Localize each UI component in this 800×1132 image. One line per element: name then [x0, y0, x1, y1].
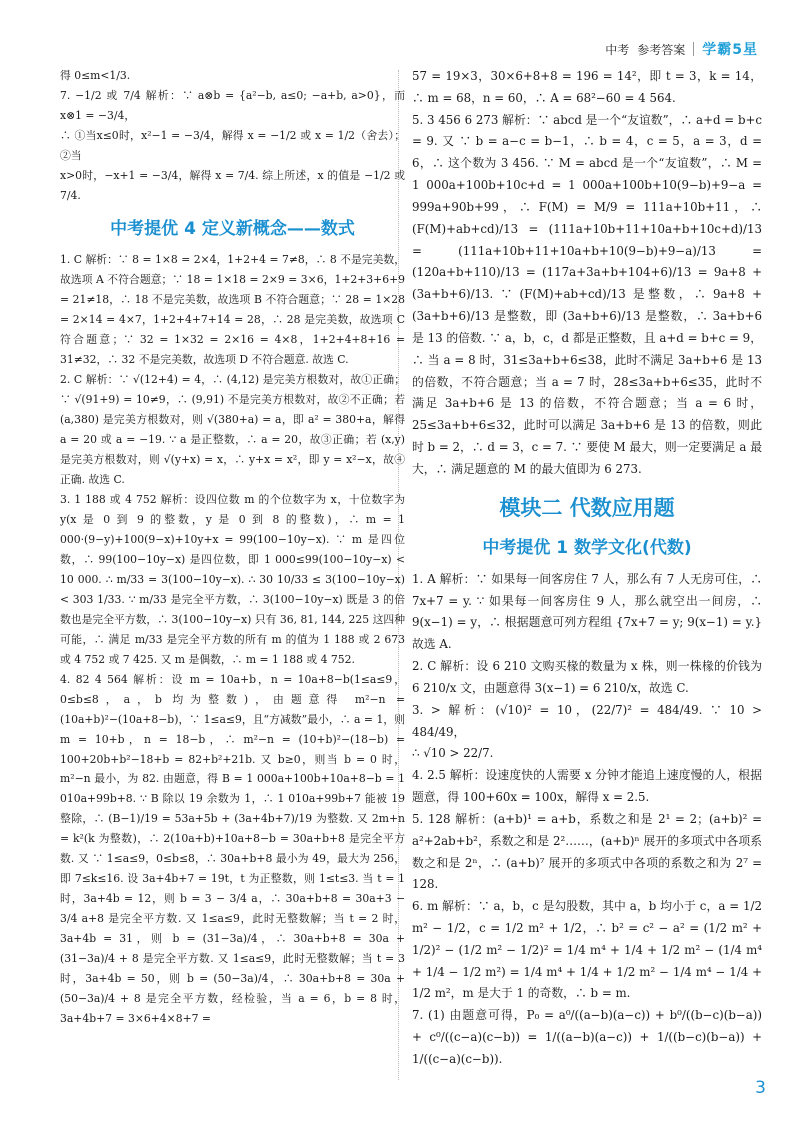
module-title: 模块二 代数应用题: [499, 495, 675, 520]
page-number: 3: [755, 1078, 766, 1098]
answer-2: 2. C 解析：∵ √(12+4) = 4，∴ (4,12) 是完美方根数对，故①正确；∵ √(91+9) = 10≠9，∴ (9,91) 不是完美方根数对，故②不正确；若 (a,380) 是完美方根数对，则 √(380+a) = a，即 a² = 380+a，解得 a = 20 或 a = −19. ∵ a 是正整数，∴ a = 20，故③正确；若 (x,y) 是完美方根数对，则 √(y+x) = x，∴ y+x = x²，即 y = x²−x，故④正确. 故选 C.: [60, 372, 405, 486]
brand-logo: 学霸5星: [702, 42, 758, 58]
answer-7-case1: ∴ ①当x≤0时，x²−1 = −3/4，解得 x = −1/2 或 x = 1/2（舍去）；②当: [60, 128, 405, 162]
answer-s1: 1. A 解析：∵ 如果每一间客房住 7 人，那么有 7 人无房可住，∴ 7x+7 = y. ∵ 如果每一间客房住 9 人，那么就空出一间房，∴ 9(x−1) = y，∴ 根据题意可列方程组 {7x+7 = y; 9(x−1) = y.} 故选 A.: [412, 571, 762, 652]
answer-s3: 3. > 解析：(√10)² = 10，(22/7)² = 484/49. ∵ 10 > 484/49，: [412, 702, 762, 739]
answer-line: 得 0≤m<1/3.: [60, 69, 131, 82]
answer-s2: 2. C 解析：设 6 210 文购买椽的数量为 x 株，则一株椽的价钱为 6 210/x 文，由题意得 3(x−1) = 6 210/x，故选 C.: [412, 659, 762, 695]
answer-1: 1. C 解析：∵ 8 = 1×8 = 2×4，1+2+4 = 7≠8，∴ 8 不是完美数，故选项 A 不符合题意；∵ 18 = 1×18 = 2×9 = 3×6，1+2+3+6+9 = 21≠18，∴ 18 不是完美数，故选项 B 不符合题意；∵ 28 = 1×28 = 2×14 = 4×7，1+2+4+7+14 = 28，∴ 28 是完美数，故选项 C 符合题意；∵ 32 = 1×32 = 2×16 = 4×8，1+2+4+8+16 = 31≠32，∴ 32 不是完美数，故选项 D 不符合题意. 故选 C.: [60, 252, 405, 366]
answer-4: 4. 82 4 564 解析：设 m = 10a+b，n = 10a+8−b(1≤a≤9，0≤b≤8，a，b 均为整数)，由题意得 m²−n = (10a+b)²−(10a+8−b)，∵ 1≤a≤9，且“方减数”最小，∴ a = 1，则 m = 10+b，n = 18−b，∴ m²−n = (10+b)²−(18−b) = 100+20b+b²−18+b = 82+b²+21b. 又 b≥0，则当 b = 0 时，m²−n 最小，为 82. 由题意，得 B = 1 000a+100b+10a+8−b = 1 010a+99b+8. ∵ B 除以 19 余数为 1，∴ 1 010a+99b+7 能被 19 整除，∴ (B−1)/19 = 53a+5b + (3a+4b+7)/19 为整数. 又 2m+n = k²(k 为整数)，∴ 2(10a+b)+10a+8−b = 30a+b+8 是完全平方数. 又 ∵ 1≤a≤9，0≤b≤8，∴ 30a+b+8 最小为 49，最大为 256，即 7≤k≤16. 设 3a+4b+7 = 19t，t 为正整数，则 1≤t≤3. 当 t = 1 时，3a+4b = 12，则 b = 3 − 3/4 a，∴ 30a+b+8 = 30a+3 − 3/4 a+8 是完全平方数. 又 1≤a≤9，此时无整数解；当 t = 2 时，3a+4b = 31，则 b = (31−3a)/4，∴ 30a+b+8 = 30a + (31−3a)/4 + 8 是完全平方数. 又 1≤a≤9，此时无整数解；当 t = 3 时，3a+4b = 50，则 b = (50−3a)/4，∴ 30a+b+8 = 30a + (50−3a)/4 + 8 是完全平方数，经检验，当 a = 6，b = 8 时，3a+4b+7 = 3×6+4×8+7 =: [60, 672, 405, 1026]
answer-3: 3. 1 188 或 4 752 解析：设四位数 m 的个位数字为 x，十位数字为 y(x 是 0 到 9 的整数，y 是 0 到 8 的整数)，∴ m = 1 000·(9−y)+100(9−x)+10y+x = 99(100−10y−x). ∵ m 是四位数，∴ 99(100−10y−x) 是四位数，即 1 000≤99(100−10y−x) < 10 000. ∴ m/33 = 3(100−10y−x). ∴ 30 10/33 ≤ 3(100−10y−x) < 303 1/33. ∵ m/33 是完全平方数，∴ 3(100−10y−x) 既是 3 的倍数也是完全平方数，∴ 3(100−10y−x) 只有 36, 81, 144, 225 这四种可能，∴ 满足 m/33 是完全平方数的所有 m 的值为 1 188 或 2 673 或 4 752 或 7 425. 又 m 是偶数，∴ m = 1 188 或 4 752.: [60, 492, 405, 666]
header-divider: [693, 42, 694, 56]
answer-7: 7. −1/2 或 7/4 解析：∵ a⊗b = {a²−b, a≤0; −a+b, a>0}，而 x⊗1 = −3/4，: [60, 88, 405, 122]
header-exam: 中考: [605, 42, 630, 57]
answer-s4: 4. 2.5 解析：设速度快的人需要 x 分钟才能追上速度慢的人，根据题意，得 100+60x = 100x，解得 x = 2.5.: [412, 768, 762, 805]
left-column: [60, 66, 405, 1029]
section-title-1: 中考提优 1 数学文化(代数): [482, 537, 692, 558]
right-column: [412, 66, 762, 1071]
answer-s7: 7. (1) 由题意可得，P₀ = a⁰/((a−b)(a−c)) + b⁰/((b−c)(b−a)) + c⁰/((c−a)(c−b)) = 1/((a−b)(a−c)) + 1/((b−c)(b−a)) + 1/((c−a)(c−b)).: [412, 1008, 762, 1066]
page-header: [605, 38, 758, 60]
answer-7-case2: x>0时，−x+1 = −3/4，解得 x = 7/4. 综上所述，x 的值是 −1/2 或 7/4.: [60, 168, 405, 202]
answer-5: 5. 3 456 6 273 解析：∵ abcd 是一个“友谊数”，∴ a+d = b+c = 9. 又 ∵ b = a−c = b−1，∴ b = 4，c = 5，a = 3，d = 6，∴ 这个数为 3 456. ∵ M = abcd 是一个“友谊数”，∴ M = 1 000a+100b+10c+d = 1 000a+100b+10(9−b)+9−a = 999a+90b+99，∴ F(M) = M/9 = 111a+10b+11，∴ (F(M)+ab+cd)/13 = (111a+10b+11+10a+b+10c+d)/13 = (111a+10b+11+10a+b+10(9−b)+9−a)/13 = (120a+b+110)/13 = (117a+3a+b+104+6)/13 = 9a+8 + (3a+b+6)/13. ∵ (F(M)+ab+cd)/13 是整数，∴ 9a+8 + (3a+b+6)/13 是整数，即 (3a+b+6)/13 是整数，∴ 3a+b+6 是 13 的倍数. ∵ a，b，c，d 都是正整数，且 a+d = b+c = 9，∴ 当 a = 8 时，31≤3a+b+6≤38，此时不满足 3a+b+6 是 13 的倍数，不符合题意；当 a = 7 时，28≤3a+b+6≤35，此时不满足 3a+b+6 是 13 的倍数，不符合题意；当 a = 6 时，25≤3a+b+6≤32，此时可以满足 3a+b+6 是 13 的倍数，则此时 b = 2，∴ d = 3，c = 7. ∵ 要使 M 最大，则一定要满足 a 最大，∴ 满足题意的 M 的最大值即为 6 273.: [412, 112, 762, 476]
answer-s5: 5. 128 解析：(a+b)¹ = a+b，系数之和是 2¹ = 2；(a+b)² = a²+2ab+b²，系数之和是 2²……，(a+b)ⁿ 展开的多项式中各项系数之和是 2ⁿ，∴ (a+b)⁷ 展开的多项式中各项的系数之和为 2⁷ = 128.: [412, 811, 762, 892]
answer-4-continued: 57 = 19×3，30×6+8+8 = 196 = 14²，即 t = 3，k = 14，∴ m = 68，n = 60，∴ A = 68²−60 = 4 564.: [412, 69, 762, 105]
header-answers: 参考答案: [637, 42, 686, 57]
section-title-4: 中考提优 4 定义新概念——数式: [110, 218, 355, 239]
answer-s3-conclusion: ∴ √10 > 22/7.: [412, 746, 494, 761]
answer-s6: 6. m 解析：∵ a，b，c 是勾股数，其中 a，b 均小于 c，a = 1/2 m² − 1/2，c = 1/2 m² + 1/2，∴ b² = c² − a² = (1/2 m² + 1/2)² − (1/2 m² − 1/2)² = 1/4 m⁴ + 1/4 + 1/2 m² − (1/4 m⁴ + 1/4 − 1/2 m²) = 1/4 m⁴ + 1/4 + 1/2 m² − 1/4 m⁴ − 1/4 + 1/2 m²，m 是大于 1 的奇数，∴ b = m.: [412, 899, 762, 1001]
